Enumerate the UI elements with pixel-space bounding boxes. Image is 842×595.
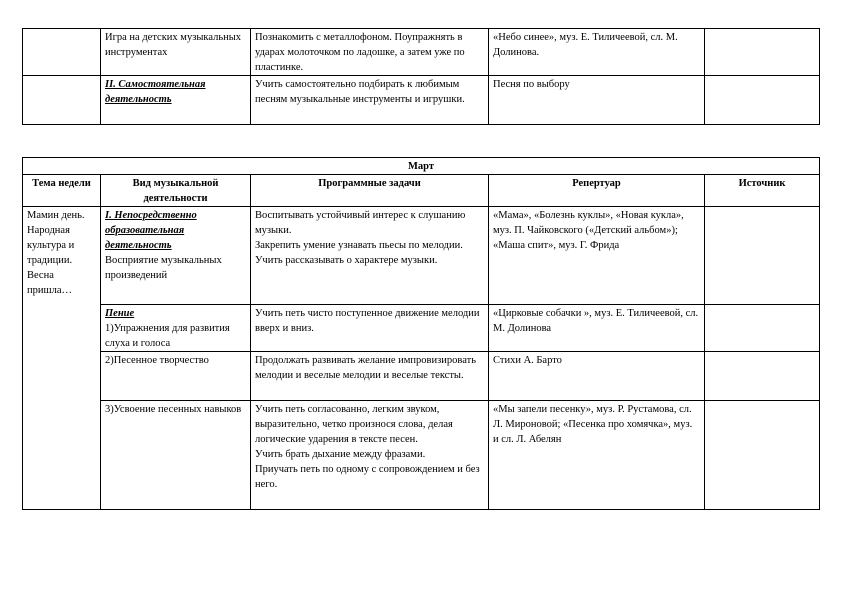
tasks-cell: Познакомить с металлофоном. Поупражнять в ударах молоточком по ладошке, а затем уже по пластинке. [251,29,489,76]
table-row [23,207,820,305]
header-repertoire: Репертуар [489,175,705,207]
continued-plan-table [22,28,820,125]
header-activity: Вид музыкальной деятельности [101,175,251,207]
month-title: Март [23,158,820,175]
source-cell [705,401,820,510]
table-row [23,76,820,125]
repertoire-cell: Песня по выбору [489,76,705,125]
activity-cell: 2)Песенное творчество [101,352,251,401]
repertoire-cell: «Цирковые собачки », муз. Е. Тиличеевой, сл. М. Долинова [489,305,705,352]
activity-cell: Пение 1)Упражнения для развития слуха и голоса [101,305,251,352]
repertoire-cell: «Небо синее», муз. Е. Тиличеевой, сл. М. Долинова. [489,29,705,76]
activity-cell: I. Непосредственно образовательная деятельность Восприятие музыкальных произведений [101,207,251,305]
month-row [23,158,820,175]
source-cell [705,207,820,305]
header-row [23,175,820,207]
header-tasks: Программные задачи [251,175,489,207]
table-row [23,29,820,76]
source-cell [705,305,820,352]
tasks-cell: Продолжать развивать желание импровизировать мелодии и веселые мелодии и веселые тексты. [251,352,489,401]
repertoire-cell: Стихи А. Барто [489,352,705,401]
theme-cell [23,29,101,76]
activity-heading: Пение [105,308,135,319]
source-cell [705,352,820,401]
header-theme: Тема недели [23,175,101,207]
march-plan-table [22,157,820,510]
tasks-cell: Учить петь согласованно, легким звуком, выразительно, четко произнося слова, делая логические ударения в тексте песен. Учить брать дыхание между фразами. Приучать петь по одному с сопровождением и без него. [251,401,489,510]
tasks-cell: Воспитывать устойчивый интерес к слушанию музыки. Закрепить умение узнавать пьесы по мелодии. Учить рассказывать о характере музыки. [251,207,489,305]
header-source: Источник [705,175,820,207]
repertoire-cell: «Мы запели песенку», муз. Р. Рустамова, сл. Л. Мироновой; «Песенка про хомячка», муз. и сл. Л. Абелян [489,401,705,510]
repertoire-cell: «Мама», «Болезнь куклы», «Новая кукла», муз. П. Чайковского («Детский альбом»); «Маша спит», муз. Г. Фрида [489,207,705,305]
table-row [23,352,820,401]
activity-heading: II. Самостоятельная деятельность [105,79,206,105]
table-row [23,401,820,510]
tasks-cell: Учить петь чисто поступенное движение мелодии вверх и вниз. [251,305,489,352]
source-cell [705,76,820,125]
theme-cell [23,76,101,125]
activity-cell [101,76,251,125]
activity-heading: I. Непосредственно образовательная деятельность [105,210,197,251]
table-row [23,305,820,352]
source-cell [705,29,820,76]
tasks-cell: Учить самостоятельно подбирать к любимым песням музыкальные инструменты и игрушки. [251,76,489,125]
week-theme-cell: Мамин день. Народная культура и традиции. Весна пришла… [23,207,101,510]
activity-cell: 3)Усвоение песенных навыков [101,401,251,510]
activity-cell: Игра на детских музыкальных инструментах [101,29,251,76]
